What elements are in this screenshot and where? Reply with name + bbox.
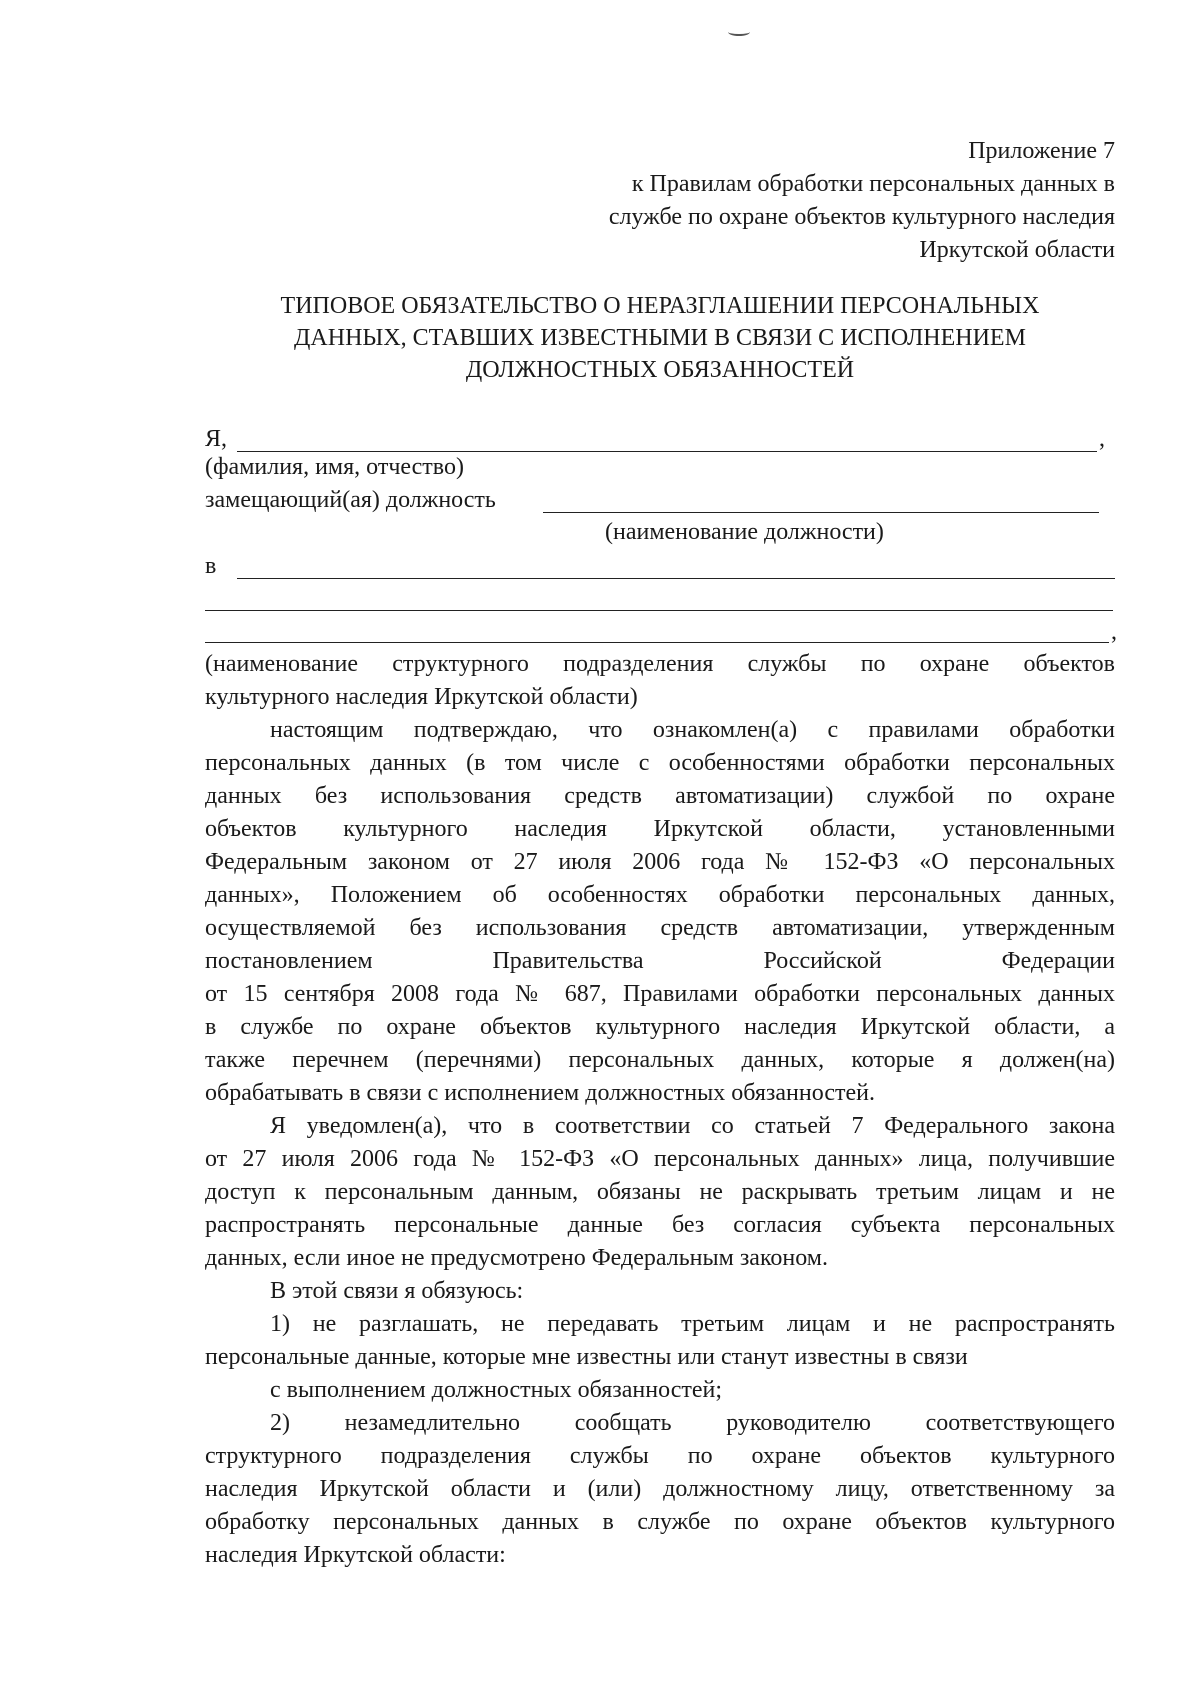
- p4-line: персональные данные, которые мне известны или станут известны в связи: [205, 1344, 968, 1370]
- unit-blank-line-3[interactable]: [205, 616, 1109, 643]
- appendix-line-4: Иркутской области: [919, 237, 1115, 263]
- p1-line: осуществляемой без использования средств автоматизации, утвержденным: [205, 915, 1115, 941]
- p2-line: данных, если иное не предусмотрено Федеральным законом.: [205, 1245, 828, 1271]
- p1-line: постановлением Правительства Российской Федерации: [205, 948, 1115, 974]
- p1-line: данных без использования средств автоматизации) службой по охране: [205, 783, 1115, 809]
- document-title: [205, 290, 1115, 386]
- p5-line: наследия Иркутской области:: [205, 1542, 506, 1568]
- p5-line: обработку персональных данных в службе по охране объектов культурного: [205, 1509, 1115, 1535]
- unit-prefix: в: [205, 553, 217, 579]
- unit-caption: [205, 648, 1115, 714]
- paragraph-obligation-intro: [205, 1275, 1115, 1308]
- unit-blank-line-2[interactable]: [205, 584, 1113, 611]
- p2-line: Я уведомлен(а), что в соответствии со статьей 7 Федерального закона: [270, 1113, 1115, 1139]
- p5-line: структурного подразделения службы по охране объектов культурного: [205, 1443, 1115, 1469]
- title-line-2: ДАННЫХ, СТАВШИХ ИЗВЕСТНЫМИ В СВЯЗИ С ИСПОЛНЕНИЕМ: [294, 325, 1026, 351]
- scan-mark: [728, 28, 750, 36]
- paragraph-item-1: [205, 1308, 1115, 1407]
- name-caption: (фамилия, имя, отчество): [205, 454, 464, 480]
- p1-line: объектов культурного наследия Иркутской области, установленными: [205, 816, 1115, 842]
- name-prefix: Я,: [205, 426, 228, 452]
- p1-line: настоящим подтверждаю, что ознакомлен(а) с правилами обработки: [270, 717, 1115, 743]
- position-label: замещающий(ая) должность: [205, 487, 496, 513]
- p5-line: 2) незамедлительно сообщать руководителю соответствующего: [270, 1410, 1115, 1436]
- unit-blank-line-1[interactable]: [237, 552, 1115, 579]
- title-line-1: ТИПОВОЕ ОБЯЗАТЕЛЬСТВО О НЕРАЗГЛАШЕНИИ ПЕРСОНАЛЬНЫХ: [280, 293, 1040, 319]
- p4-line: с выполнением должностных обязанностей;: [270, 1377, 723, 1403]
- p2-line: доступ к персональным данным, обязаны не раскрывать третьим лицам и не: [205, 1179, 1115, 1205]
- position-blank-line[interactable]: [543, 486, 1099, 513]
- p1-line: данных», Положением об особенностях обработки персональных данных,: [205, 882, 1115, 908]
- p3-line: В этой связи я обязуюсь:: [270, 1278, 524, 1304]
- name-blank-line[interactable]: [237, 425, 1097, 452]
- p1-line: также перечнем (перечнями) персональных данных, которые я должен(на): [205, 1047, 1115, 1073]
- appendix-line-2: к Правилам обработки персональных данных в: [631, 171, 1115, 197]
- unit-suffix: ,: [1111, 619, 1117, 645]
- name-suffix: ,: [1099, 426, 1105, 452]
- paragraph-item-2: [205, 1407, 1115, 1572]
- unit-caption-line-1: (наименование структурного подразделения службы по охране объектов: [205, 651, 1115, 677]
- p2-line: от 27 июля 2006 года № 152-ФЗ «О персональных данных» лица, получившие: [205, 1146, 1115, 1172]
- paragraph-acknowledgement: [205, 714, 1115, 1110]
- title-line-3: ДОЛЖНОСТНЫХ ОБЯЗАННОСТЕЙ: [465, 357, 855, 383]
- p1-line: от 15 сентября 2008 года № 687, Правилами обработки персональных данных: [205, 981, 1115, 1007]
- unit-caption-line-2: культурного наследия Иркутской области): [205, 684, 638, 710]
- p1-line: в службе по охране объектов культурного наследия Иркутской области, а: [205, 1014, 1115, 1040]
- paragraph-notification: [205, 1110, 1115, 1275]
- p1-line: Федеральным законом от 27 июля 2006 года № 152-ФЗ «О персональных: [205, 849, 1115, 875]
- p2-line: распространять персональные данные без согласия субъекта персональных: [205, 1212, 1115, 1238]
- appendix-line-3: службе по охране объектов культурного наследия: [608, 204, 1115, 230]
- appendix-line-1: Приложение 7: [968, 138, 1115, 164]
- position-caption: (наименование должности): [605, 519, 884, 545]
- appendix-header: [609, 135, 1115, 267]
- p5-line: наследия Иркутской области и (или) должностному лицу, ответственному за: [205, 1476, 1115, 1502]
- p4-line: 1) не разглашать, не передавать третьим лицам и не распространять: [270, 1311, 1115, 1337]
- p1-line: обрабатывать в связи с исполнением должностных обязанностей.: [205, 1080, 875, 1106]
- p1-line: персональных данных (в том числе с особенностями обработки персональных: [205, 750, 1115, 776]
